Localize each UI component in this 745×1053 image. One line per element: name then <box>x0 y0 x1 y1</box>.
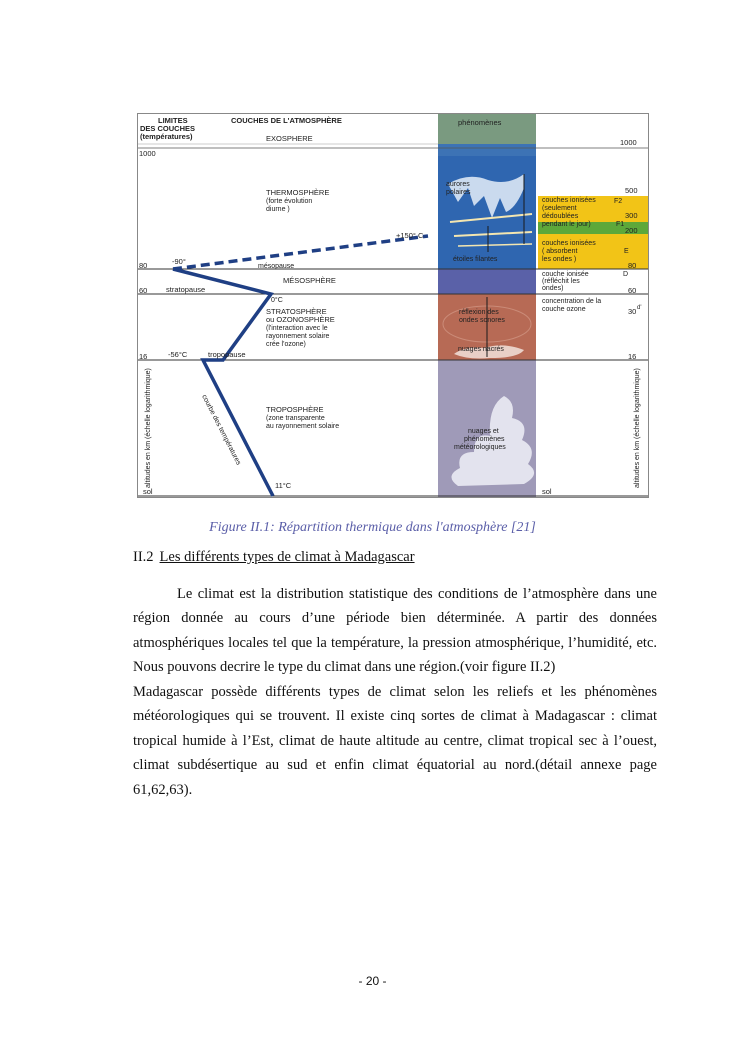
paragraph-1: Le climat est la distribution statistique des conditions de l’atmosphère dans une région donnée au cours d’une période bien déterminée. A partir des données atmosphériques locales tel que la température, la pression atmosphérique, l’humidité, etc. Nous pouvons decrire le type du climat dans une région.(voir figure II.2) <box>133 586 657 676</box>
paragraph-2: Madagascar possède différents types de climat selon les reliefs et les phénomènes météorologiques qui se trouvent. Il existe cinq sortes de climat à Madagascar : climat tropical humide à l’Est, climat de haute altitude au centre, climat tropical sec à l’ouest, climat subdésertique au sud et enfin climat équatorial au nord.(détail annexe page 61,62,63). <box>133 684 657 798</box>
phen-reflexion-1: réflexion des <box>459 309 499 316</box>
strato-line-4: rayonnement solaire <box>266 333 330 340</box>
temperature-curve-dashed <box>173 236 428 269</box>
iono-e-letter: E <box>624 248 629 255</box>
header-couches: COUCHES DE L'ATMOSPHÈRE <box>231 116 342 125</box>
iono-e-3: les ondes ) <box>542 256 577 263</box>
alt-left-sol: sol <box>143 487 153 496</box>
iono-e-1: couches ionisées <box>542 240 596 247</box>
label-courbe: courbe des températures <box>200 393 242 467</box>
header-limites-3: (températures) <box>140 132 193 141</box>
thermo-line-3: diurne ) <box>266 206 290 213</box>
axis-label-left: altitudes en km (échelle logarithmique) <box>145 368 152 488</box>
alt-right-300: 300 <box>625 211 638 220</box>
figure-caption: Figure II.1: Répartition thermique dans l'atmosphère [21] <box>209 520 536 535</box>
strato-line-3: (l'interaction avec le <box>266 325 328 332</box>
alt-right-200: 200 <box>625 226 638 235</box>
header-phenomenes: phénomènes <box>458 118 502 127</box>
alt-right-60: 60 <box>628 286 637 295</box>
label-mesopause: mésopause <box>258 263 295 270</box>
temperature-curve-solid <box>173 269 273 496</box>
alt-right-sol: sol <box>542 487 552 496</box>
section-number: II.2 <box>133 549 154 565</box>
tropo-line-2: (zone transparente <box>266 415 325 422</box>
iono-f-4: pendant le jour) <box>542 221 591 228</box>
label-tropopause: tropopause <box>208 350 246 359</box>
col-mesosphere <box>438 269 536 294</box>
ozone-2: couche ozone <box>542 306 586 313</box>
temp-minus90: -90° <box>172 257 186 266</box>
thermo-title: THERMOSPHÈRE <box>266 188 330 197</box>
strato-line-1: STRATOSPHÈRE <box>266 307 327 316</box>
atmosphere-figure <box>137 113 649 498</box>
section-title: Les différents types de climat à Madagascar <box>159 549 415 565</box>
alt-right-1000: 1000 <box>620 138 637 147</box>
col-thermosphere <box>438 156 536 269</box>
iono-f-3: dédoublées <box>542 213 579 220</box>
alt-left-1000: 1000 <box>139 149 156 158</box>
alt-left-80: 80 <box>139 261 148 270</box>
phen-nuages-1: nuages et <box>468 428 499 435</box>
phen-aurores-1: aurores <box>446 181 470 188</box>
temp-zero: 0°C <box>271 297 283 304</box>
col-exosphere-lower <box>438 144 536 156</box>
ozone-mark: d' <box>637 305 642 311</box>
iono-f2: F2 <box>614 198 623 205</box>
phen-reflexion-2: ondes sonores <box>459 317 505 324</box>
phen-aurores-2: polaires <box>446 189 471 196</box>
alt-left-16: 16 <box>139 352 148 361</box>
temp-11: 11°C <box>275 481 292 490</box>
iono-f1: F1 <box>616 221 625 228</box>
phen-nuages-nacres: nuages nacrés <box>458 346 504 353</box>
alt-right-30: 30 <box>628 307 637 316</box>
ozone-1: concentration de la <box>542 298 602 305</box>
iono-e-2: ( absorbent <box>542 248 578 255</box>
alt-right-16: 16 <box>628 352 637 361</box>
tropo-line-3: au rayonnement solaire <box>266 423 340 430</box>
temp-plus150: +150° C <box>396 231 424 240</box>
axis-label-right: altitudes en km (échelle logarithmique) <box>634 368 641 488</box>
alt-right-500: 500 <box>625 186 638 195</box>
iono-d-3: ondes) <box>542 285 564 292</box>
iono-d-1: couche ionisée <box>542 271 589 278</box>
alt-left-60: 60 <box>139 286 148 295</box>
atmosphere-diagram <box>138 114 648 497</box>
header-limites-1: LIMITES <box>158 116 188 125</box>
page-number: - 20 - <box>358 974 387 988</box>
iono-f-1: couches ionisées <box>542 197 596 204</box>
header-limites-2: DES COUCHES <box>140 124 196 133</box>
alt-right-80: 80 <box>628 261 637 270</box>
iono-d-letter: D <box>623 271 629 278</box>
phen-nuages-3: météorologiques <box>454 444 506 451</box>
section-heading <box>133 549 415 566</box>
strato-line-5: crée l'ozone) <box>266 341 306 348</box>
tropo-line-1: TROPOSPHÈRE <box>266 405 324 414</box>
label-mesosphere: MÉSOSPHÈRE <box>283 276 336 285</box>
temp-minus56: -56°C <box>168 350 188 359</box>
iono-d-2: (réfléchit les <box>542 278 580 285</box>
phen-etoiles: étoiles filantes <box>453 256 498 263</box>
iono-f-2: (seulement <box>542 205 577 212</box>
label-stratopause: stratopause <box>166 285 206 294</box>
label-exosphere: EXOSPHERE <box>266 134 313 143</box>
strato-line-2: ou OZONOSPHÈRE <box>266 315 335 324</box>
phen-nuages-2: phénomènes <box>464 436 505 443</box>
thermo-line-2: (forte évolution <box>266 198 313 205</box>
